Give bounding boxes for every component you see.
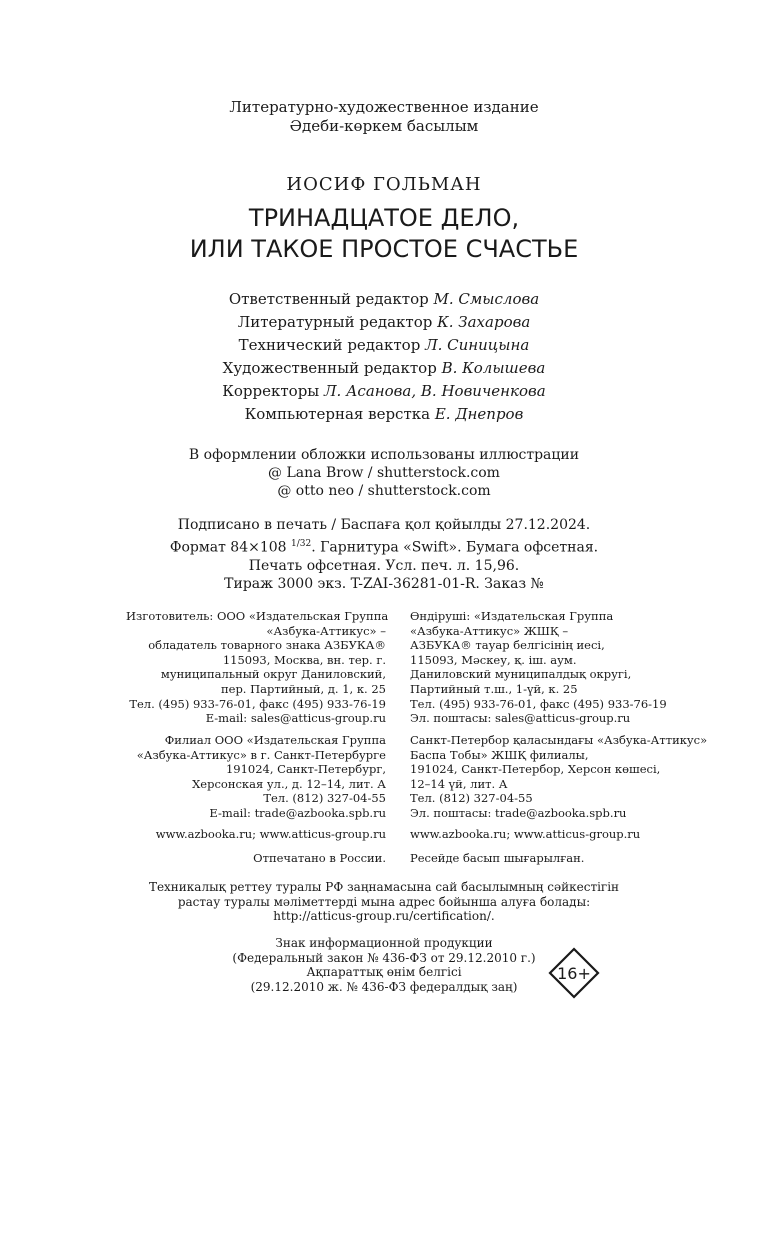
- certification-line: Техникалық реттеу туралы РФ заңнамасына сай басылымның сәйкестігін: [148, 880, 620, 894]
- manufacturer-kz: [410, 609, 730, 726]
- manufacturer-kz-line: 115093, Мәскеу, қ. іш. аум.: [410, 652, 577, 667]
- branch-ru-line: E-mail: trade@azbooka.spb.ru: [209, 805, 386, 820]
- staff-name: В. Колышева: [441, 359, 546, 377]
- editorial-staff: [0, 288, 768, 426]
- websites-ru: www.azbooka.ru; www.atticus-group.ru: [155, 827, 386, 841]
- manufacturer-ru-line: E-mail: sales@atticus-group.ru: [205, 711, 386, 726]
- manufacturer-ru-line: 115093, Москва, вн. тер. г.: [222, 652, 386, 667]
- author-name: ИОСИФ ГОЛЬМАН: [286, 174, 482, 195]
- info-product-sign: [0, 936, 768, 994]
- printed-in-kz: Ресейде басып шығарылған.: [410, 851, 585, 865]
- book-title-line-2: ИЛИ ТАКОЕ ПРОСТОЕ СЧАСТЬЕ: [189, 235, 579, 263]
- staff-role: Компьютерная верстка: [244, 405, 431, 423]
- branch-kz-line: 191024, Санкт-Петербор, Херсон көшесі,: [410, 762, 661, 777]
- branch-ru-line: Херсонская ул., д. 12–14, лит. А: [192, 776, 386, 791]
- staff-role: Ответственный редактор: [228, 290, 429, 308]
- manufacturer-ru-line: «Азбука-Аттикус» –: [266, 623, 386, 638]
- manufacturer-kz-line: «Азбука-Аттикус» ЖШҚ –: [410, 623, 569, 638]
- edition-type-ru: Литературно-художественное издание: [229, 98, 539, 116]
- staff-role: Художественный редактор: [222, 359, 437, 377]
- print-run: Тираж 3000 экз. T-ZAI-36281-01-R. Заказ №: [224, 576, 544, 593]
- staff-line: [0, 403, 768, 426]
- info-sign-line: Знак информационной продукции: [275, 936, 493, 950]
- staff-line: [0, 380, 768, 403]
- manufacturer-kz-line: Өндіруші: «Издательская Группа: [410, 609, 614, 623]
- staff-role: Литературный редактор: [237, 313, 433, 331]
- staff-name: М. Смыслова: [433, 290, 540, 308]
- branch-kz-line: Санкт-Петербор қаласындағы «Азбука-Аттикус»: [410, 733, 708, 747]
- info-sign-line: (29.12.2010 ж. № 436-ФЗ федералдық заң): [250, 979, 518, 994]
- certification-link: http://atticus-group.ru/certification/.: [273, 909, 495, 924]
- cover-credits-intro: В оформлении обложки использованы иллюстрации: [188, 447, 580, 463]
- staff-name: Л. Асанова, В. Новиченкова: [324, 382, 546, 400]
- staff-line: [0, 334, 768, 357]
- manufacturer-ru-line: Изготовитель: ООО «Издательская Группа: [126, 609, 389, 623]
- manufacturer-kz-line: Даниловский муниципалдық округі,: [410, 667, 632, 682]
- book-title-line-1: ТРИНАДЦАТОЕ ДЕЛО,: [248, 204, 520, 232]
- staff-line: [0, 357, 768, 380]
- print-sheets: Печать офсетная. Усл. печ. л. 15,96.: [248, 557, 520, 574]
- edition-type: [0, 98, 768, 136]
- manufacturer-ru-line: Тел. (495) 933-76-01, факс (495) 933-76-19: [129, 696, 386, 711]
- print-format: Формат 84×108 $^{1/32}$. Гарнитура «Swift». Бумага офсетная.: [169, 538, 599, 556]
- age-rating-label: 16+: [557, 964, 591, 983]
- info-sign-line: Ақпараттық өнім белгісі: [306, 965, 462, 980]
- cover-credit-2: @ otto neo / shutterstock.com: [277, 483, 491, 499]
- manufacturer-kz-line: Эл. поштасы: sales@atticus-group.ru: [410, 711, 631, 726]
- staff-name: К. Захарова: [437, 313, 531, 331]
- websites-kz: www.azbooka.ru; www.atticus-group.ru: [410, 827, 641, 841]
- cover-credit-1: @ Lana Brow / shutterstock.com: [268, 465, 500, 481]
- format-fraction: 1/32: [291, 538, 312, 549]
- manufacturer-kz-line: АЗБУКА® тауар белгісінің иесі,: [410, 638, 605, 653]
- branch-ru-line: 191024, Санкт-Петербург,: [225, 762, 386, 777]
- manufacturer-kz-line: Тел. (495) 933-76-01, факс (495) 933-76-19: [410, 696, 667, 711]
- staff-line: [0, 311, 768, 334]
- branch-kz-line: Тел. (812) 327-04-55: [410, 791, 533, 806]
- staff-line: [0, 288, 768, 311]
- branch-ru-line: Филиал ООО «Издательская Группа: [164, 733, 386, 747]
- printed-in-ru: Отпечатано в России.: [253, 851, 386, 865]
- certification-line: растау туралы мәліметтерді мына адрес бойынша алуға болады:: [177, 894, 591, 909]
- manufacturer-ru-line: муниципальный округ Даниловский,: [160, 667, 386, 682]
- branch-kz-line: 12–14 үй, лит. А: [410, 776, 508, 791]
- branch-ru-line: Тел. (812) 327-04-55: [263, 791, 386, 806]
- age-rating-badge: [548, 947, 600, 999]
- cover-credits: [0, 446, 768, 500]
- manufacturer-ru-line: обладатель товарного знака АЗБУКА®: [148, 638, 386, 653]
- book-title: [0, 203, 768, 265]
- staff-name: Л. Синицына: [425, 336, 530, 354]
- edition-type-kz: Әдеби-көркем басылым: [289, 117, 479, 135]
- branch-ru: [126, 733, 386, 821]
- branch-kz-line: Эл. поштасы: trade@azbooka.spb.ru: [410, 805, 627, 820]
- info-sign-line: (Федеральный закон № 436-ФЗ от 29.12.2010 г.): [232, 950, 536, 965]
- staff-role: Технический редактор: [238, 336, 421, 354]
- branch-kz: [410, 733, 730, 821]
- manufacturer-ru-line: пер. Партийный, д. 1, к. 25: [220, 681, 386, 696]
- staff-role: Корректоры: [222, 382, 320, 400]
- manufacturer-ru: [126, 609, 389, 726]
- print-details: [0, 516, 768, 594]
- age-rating-diamond-icon: [548, 947, 600, 999]
- branch-kz-line: Баспа Тобы» ЖШҚ филиалы,: [410, 747, 589, 762]
- staff-name: Е. Днепров: [434, 405, 524, 423]
- certification-notice: [0, 880, 768, 924]
- manufacturer-kz-line: Партийный т.ш., 1-үй, к. 25: [410, 681, 578, 696]
- branch-ru-line: «Азбука-Аттикус» в г. Санкт-Петербурге: [136, 747, 386, 762]
- print-date: Подписано в печать / Баспаға қол қойылды 27.12.2024.: [177, 517, 591, 533]
